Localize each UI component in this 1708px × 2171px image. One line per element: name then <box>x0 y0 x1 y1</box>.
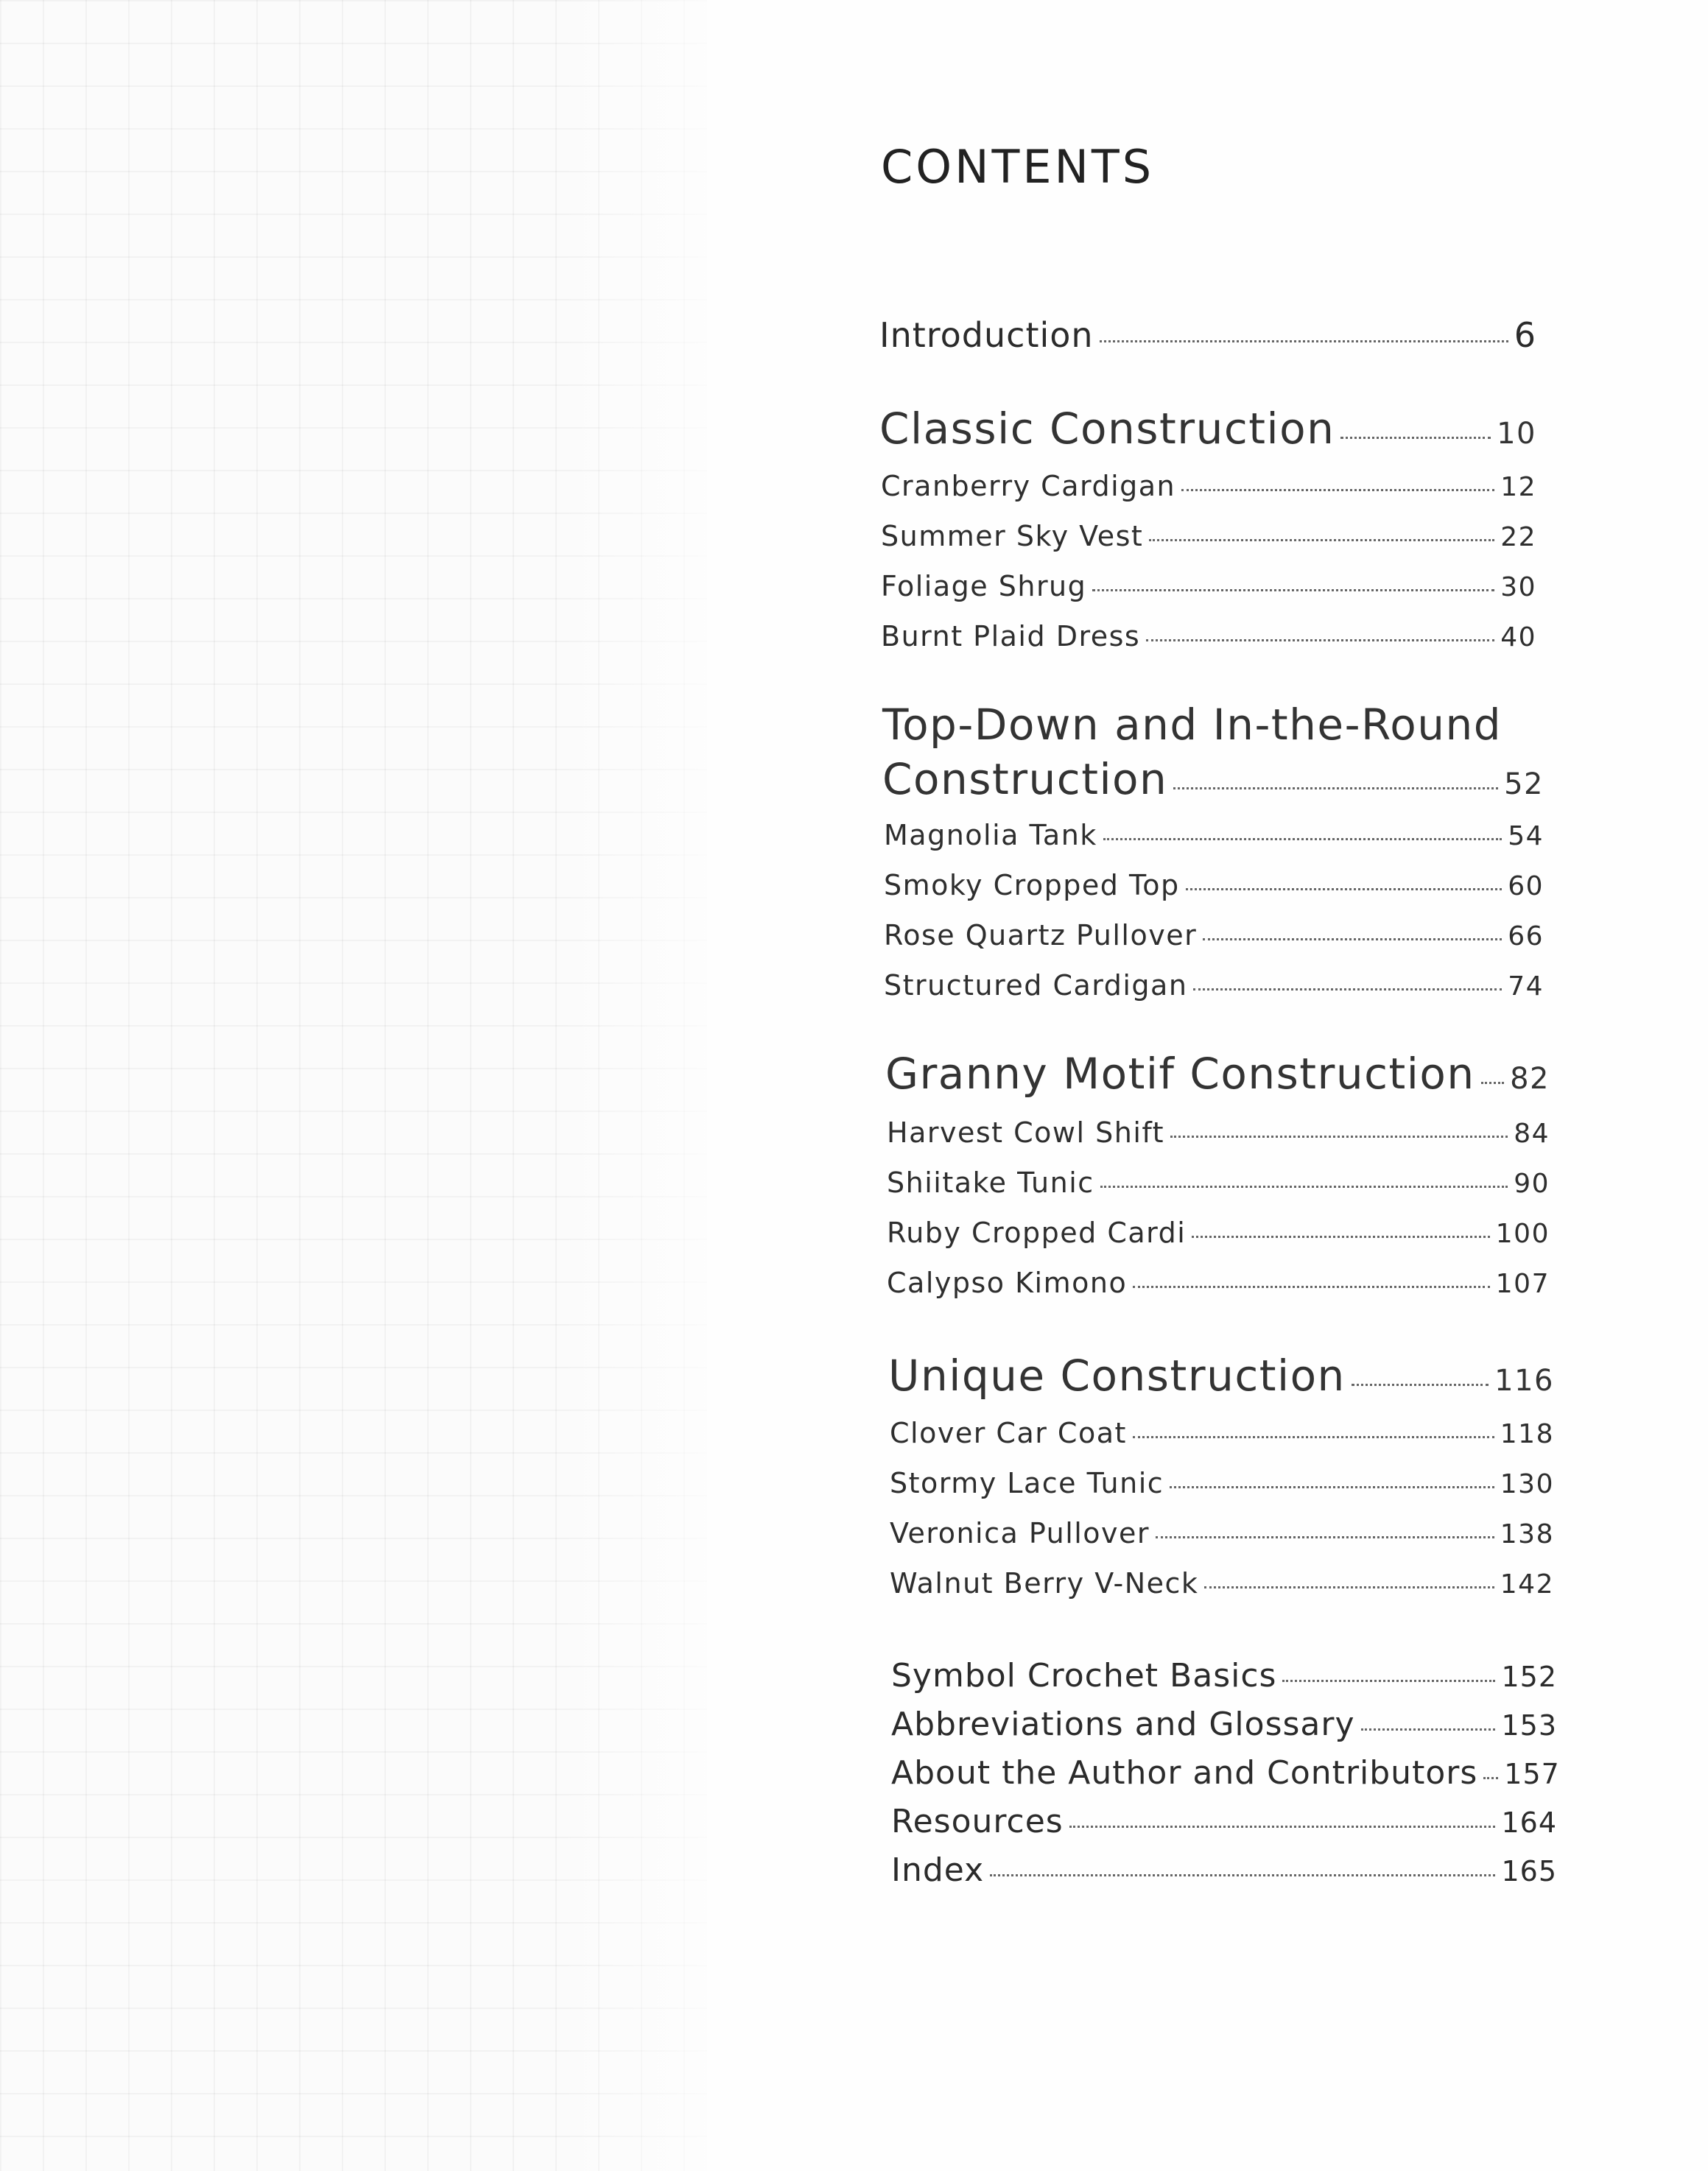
grid-fade <box>560 0 751 2171</box>
toc-entry-page: 153 <box>1501 1709 1557 1742</box>
toc-entry-page: 165 <box>1501 1855 1557 1887</box>
toc-entry-label: Clover Car Coat <box>890 1417 1127 1449</box>
toc-section-page: 116 <box>1494 1364 1554 1398</box>
toc-entry-page: 54 <box>1508 821 1544 851</box>
leader-dots <box>1193 988 1502 991</box>
leader-dots <box>1149 539 1494 541</box>
toc-entry-label: Smoky Cropped Top <box>884 869 1180 901</box>
toc-entry[interactable] <box>887 1167 1550 1199</box>
toc-entry-abbreviations-glossary[interactable] <box>891 1706 1557 1743</box>
toc-entry-page: 118 <box>1500 1419 1554 1449</box>
toc-section-granny-motif-construction[interactable] <box>885 1049 1550 1099</box>
leader-dots <box>1192 1236 1489 1238</box>
toc-entry-label: Walnut Berry V-Neck <box>890 1567 1199 1600</box>
toc-entry-page: 130 <box>1500 1469 1554 1499</box>
leader-dots <box>1133 1286 1490 1288</box>
toc-entry-label: Abbreviations and Glossary <box>891 1706 1355 1743</box>
toc-entry-label: Burnt Plaid Dress <box>881 620 1141 652</box>
leader-dots <box>1282 1680 1495 1682</box>
toc-entry[interactable] <box>890 1517 1554 1549</box>
toc-entry-about-author[interactable] <box>891 1754 1560 1792</box>
leader-dots <box>1340 437 1491 439</box>
leader-dots <box>1146 639 1494 641</box>
leader-dots <box>1173 787 1498 789</box>
toc-entry-label: Structured Cardigan <box>884 969 1188 1002</box>
toc-entry-symbol-crochet-basics[interactable] <box>891 1657 1557 1695</box>
toc-section-page: 82 <box>1510 1062 1550 1096</box>
toc-entry-label: Resources <box>891 1803 1064 1840</box>
leader-dots <box>1133 1436 1494 1438</box>
toc-entry-page: 152 <box>1501 1661 1557 1693</box>
toc-entry-index[interactable] <box>891 1851 1557 1889</box>
leader-dots <box>1352 1384 1489 1386</box>
toc-section-heading: Granny Motif Construction <box>885 1049 1475 1099</box>
toc-entry-page: 22 <box>1500 522 1536 552</box>
toc-entry[interactable] <box>884 869 1544 901</box>
toc-entry-introduction[interactable] <box>879 315 1536 355</box>
toc-entry[interactable] <box>890 1417 1554 1449</box>
toc-entry-page: 142 <box>1500 1569 1554 1600</box>
toc-section-heading: Construction <box>882 754 1168 804</box>
toc-entry-label: Calypso Kimono <box>887 1267 1128 1299</box>
toc-entry-page: 66 <box>1508 921 1544 951</box>
toc-entry-label: Introduction <box>879 315 1094 355</box>
toc-entry-label: Magnolia Tank <box>884 819 1097 851</box>
toc-entry[interactable] <box>881 620 1536 652</box>
toc-entry-label: Foliage Shrug <box>881 570 1087 602</box>
toc-entry-label: Summer Sky Vest <box>881 520 1144 552</box>
toc-entry-label: Rose Quartz Pullover <box>884 919 1198 951</box>
leader-dots <box>1203 938 1502 940</box>
toc-entry-page: 6 <box>1514 315 1536 355</box>
toc-entry-page: 164 <box>1501 1806 1557 1839</box>
toc-entry-page: 84 <box>1514 1119 1550 1149</box>
toc-entry[interactable] <box>887 1217 1550 1249</box>
toc-section-top-down-construction[interactable] <box>882 754 1544 804</box>
toc-entry[interactable] <box>884 819 1544 851</box>
toc-entry[interactable] <box>881 570 1536 602</box>
toc-section-page: 52 <box>1504 767 1544 801</box>
toc-entry-page: 60 <box>1508 871 1544 901</box>
toc-section-unique-construction[interactable] <box>888 1351 1554 1401</box>
leader-dots <box>1100 1186 1508 1188</box>
toc-entry-label: Shiitake Tunic <box>887 1167 1094 1199</box>
toc-entry-page: 74 <box>1508 971 1544 1002</box>
leader-dots <box>1103 838 1502 840</box>
toc-entry[interactable] <box>887 1267 1550 1299</box>
leader-dots <box>1092 589 1494 591</box>
toc-entry[interactable] <box>881 520 1536 552</box>
toc-entry-page: 138 <box>1500 1519 1554 1549</box>
toc-entry-label: Stormy Lace Tunic <box>890 1467 1164 1499</box>
toc-section-heading-line1: Top-Down and In-the-Round <box>882 700 1503 750</box>
toc-entry-label: Cranberry Cardigan <box>881 470 1176 502</box>
toc-entry-page: 107 <box>1495 1269 1550 1299</box>
toc-entry[interactable] <box>884 969 1544 1002</box>
toc-entry-resources[interactable] <box>891 1803 1557 1840</box>
toc-section-classic-construction[interactable] <box>879 404 1536 454</box>
toc-entry-page: 90 <box>1514 1169 1550 1199</box>
leader-dots <box>1170 1486 1494 1488</box>
toc-entry[interactable] <box>887 1116 1550 1149</box>
leader-dots <box>1100 340 1508 342</box>
toc-entry-label: About the Author and Contributors <box>891 1754 1478 1792</box>
leader-dots <box>1361 1728 1496 1731</box>
page-title: CONTENTS <box>881 140 1155 194</box>
toc-entry-label: Veronica Pullover <box>890 1517 1150 1549</box>
leader-dots <box>1204 1586 1494 1588</box>
leader-dots <box>1156 1536 1494 1538</box>
toc-section-heading: Unique Construction <box>888 1351 1346 1401</box>
toc-entry[interactable] <box>890 1467 1554 1499</box>
toc-section-page: 10 <box>1497 417 1536 451</box>
toc-entry-label: Symbol Crochet Basics <box>891 1657 1277 1695</box>
toc-entry-page: 100 <box>1495 1219 1550 1249</box>
toc-entry[interactable] <box>884 919 1544 951</box>
toc-entry[interactable] <box>890 1567 1554 1600</box>
leader-dots <box>1186 888 1503 890</box>
toc-entry-label: Ruby Cropped Cardi <box>887 1217 1187 1249</box>
toc-entry[interactable] <box>881 470 1536 502</box>
toc-section-heading: Classic Construction <box>879 404 1335 454</box>
toc-entry-label: Index <box>891 1851 985 1889</box>
leader-dots <box>1181 489 1494 491</box>
leader-dots <box>1483 1777 1498 1779</box>
leader-dots <box>1481 1082 1504 1084</box>
leader-dots <box>990 1874 1495 1876</box>
toc-entry-page: 157 <box>1504 1758 1560 1790</box>
leader-dots <box>1069 1826 1496 1828</box>
toc-entry-label: Harvest Cowl Shift <box>887 1116 1164 1149</box>
toc-entry-page: 40 <box>1500 622 1536 652</box>
toc-entry-page: 12 <box>1500 472 1536 502</box>
toc-entry-page: 30 <box>1500 572 1536 602</box>
leader-dots <box>1170 1136 1508 1138</box>
